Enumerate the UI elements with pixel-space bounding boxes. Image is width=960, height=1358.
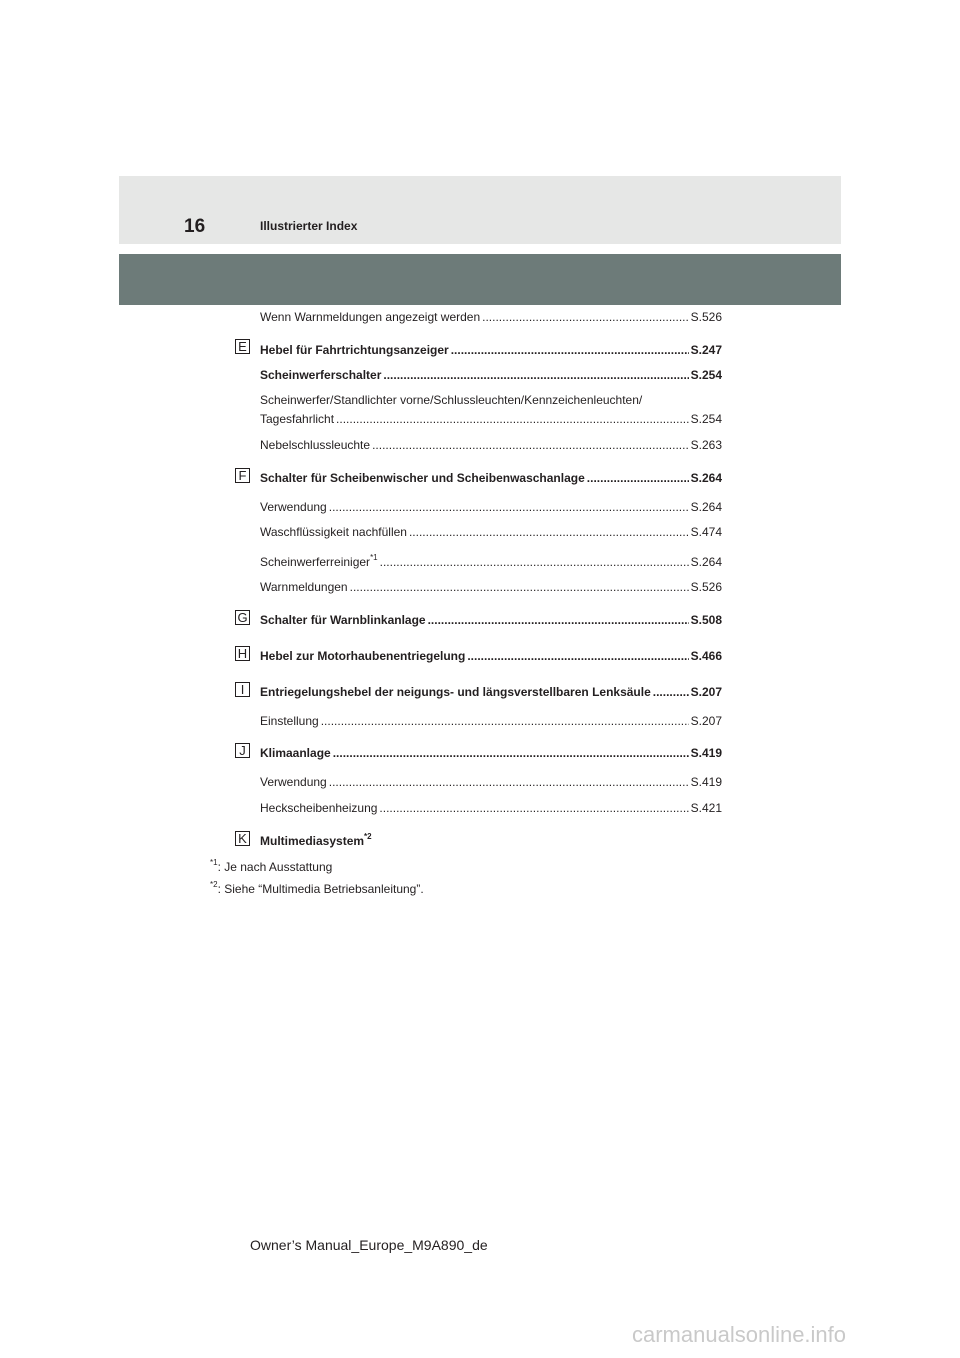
entry-label: Multimediasystem xyxy=(260,834,365,848)
title-bar xyxy=(119,254,841,305)
index-entry xyxy=(260,746,722,761)
index-entry xyxy=(260,343,722,358)
entry-label: Entriegelungshebel der neigungs- und längsverstellbaren Lenksäule xyxy=(260,685,651,699)
page-reference[interactable]: S.263 xyxy=(690,438,722,452)
callout-letter-j: J xyxy=(235,743,250,758)
index-entry xyxy=(260,368,722,383)
footnote-text: : Je nach Ausstattung xyxy=(217,860,333,874)
entry-label: Scheinwerferreiniger xyxy=(260,555,371,569)
entry-label: Hebel zur Motorhaubenentriegelung xyxy=(260,649,466,663)
index-entry xyxy=(260,801,722,816)
page-reference[interactable]: S.474 xyxy=(690,525,722,539)
entry-label: Scheinwerferschalter xyxy=(260,368,382,382)
entry-label: Schalter für Warnblinkanlage xyxy=(260,613,426,627)
page-reference[interactable]: S.264 xyxy=(690,500,722,514)
index-entry xyxy=(260,310,722,325)
index-entry xyxy=(260,613,722,628)
index-entry xyxy=(260,471,722,486)
page-reference[interactable]: S.419 xyxy=(690,746,722,760)
index-entry xyxy=(260,580,722,595)
page-number: 16 xyxy=(184,216,206,237)
entry-label: Wenn Warnmeldungen angezeigt werden xyxy=(260,310,481,324)
entry-label: Verwendung xyxy=(260,500,327,514)
header-band xyxy=(119,176,841,244)
page-reference[interactable]: S.247 xyxy=(690,343,722,357)
section-title: Illustrierter Index xyxy=(260,219,358,233)
callout-letter-h: H xyxy=(235,646,250,661)
index-entry xyxy=(260,775,722,790)
entry-label: Hebel für Fahrtrichtungsanzeiger xyxy=(260,343,449,357)
page-reference[interactable]: S.264 xyxy=(690,471,722,485)
page-reference[interactable]: S.207 xyxy=(690,685,722,699)
footnote-marker: *2 xyxy=(364,832,372,841)
index-entry xyxy=(260,685,722,700)
page-reference[interactable]: S.508 xyxy=(690,613,722,627)
entry-label: Waschflüssigkeit nachfüllen xyxy=(260,525,407,539)
entry-label: Heckscheibenheizung xyxy=(260,801,378,815)
page-reference[interactable]: S.419 xyxy=(690,775,722,789)
callout-letter-f: F xyxy=(235,468,250,483)
entry-label-line1: Scheinwerfer/Standlichter vorne/Schlussleuchten/Kennzeichenleuchten/ xyxy=(260,393,643,407)
footnote xyxy=(210,882,424,897)
footnote-marker: *1 xyxy=(370,553,378,562)
footnote-mark: *1 xyxy=(210,858,218,867)
index-entry xyxy=(260,714,722,729)
page-reference[interactable]: S.466 xyxy=(690,649,722,663)
index-entry xyxy=(260,555,722,570)
footnote-mark: *2 xyxy=(210,880,218,889)
page-reference[interactable]: S.421 xyxy=(690,801,722,815)
callout-letter-i: I xyxy=(235,682,250,697)
callout-letter-k: K xyxy=(235,831,250,846)
watermark: carmanualsonline.info xyxy=(632,1322,847,1347)
index-entry xyxy=(260,525,722,540)
entry-label: Schalter für Scheibenwischer und Scheibenwaschanlage xyxy=(260,471,585,485)
page-reference[interactable]: S.254 xyxy=(690,412,722,426)
page-reference[interactable]: S.526 xyxy=(690,310,722,324)
entry-label: Tagesfahrlicht xyxy=(260,412,335,426)
entry-label: Einstellung xyxy=(260,714,319,728)
callout-letter-g: G xyxy=(235,610,250,625)
footer-doc-id: Owner’s Manual_Europe_M9A890_de xyxy=(250,1237,488,1253)
entry-label: Klimaanlage xyxy=(260,746,331,760)
page-reference[interactable]: S.254 xyxy=(690,368,722,382)
entry-label: Nebelschlussleuchte xyxy=(260,438,371,452)
entry-label: Verwendung xyxy=(260,775,327,789)
callout-letter-e: E xyxy=(235,339,250,354)
footnote xyxy=(210,860,332,875)
index-entry xyxy=(260,649,722,664)
index-entry xyxy=(260,500,722,515)
index-entry xyxy=(260,438,722,453)
index-entry xyxy=(260,393,722,427)
page-reference[interactable]: S.264 xyxy=(690,555,722,569)
footnote-text: : Siehe “Multimedia Betriebsanleitung”. xyxy=(217,882,424,896)
page-reference[interactable]: S.207 xyxy=(690,714,722,728)
entry-label: Warnmeldungen xyxy=(260,580,348,594)
page-reference[interactable]: S.526 xyxy=(690,580,722,594)
index-entry xyxy=(260,834,722,849)
